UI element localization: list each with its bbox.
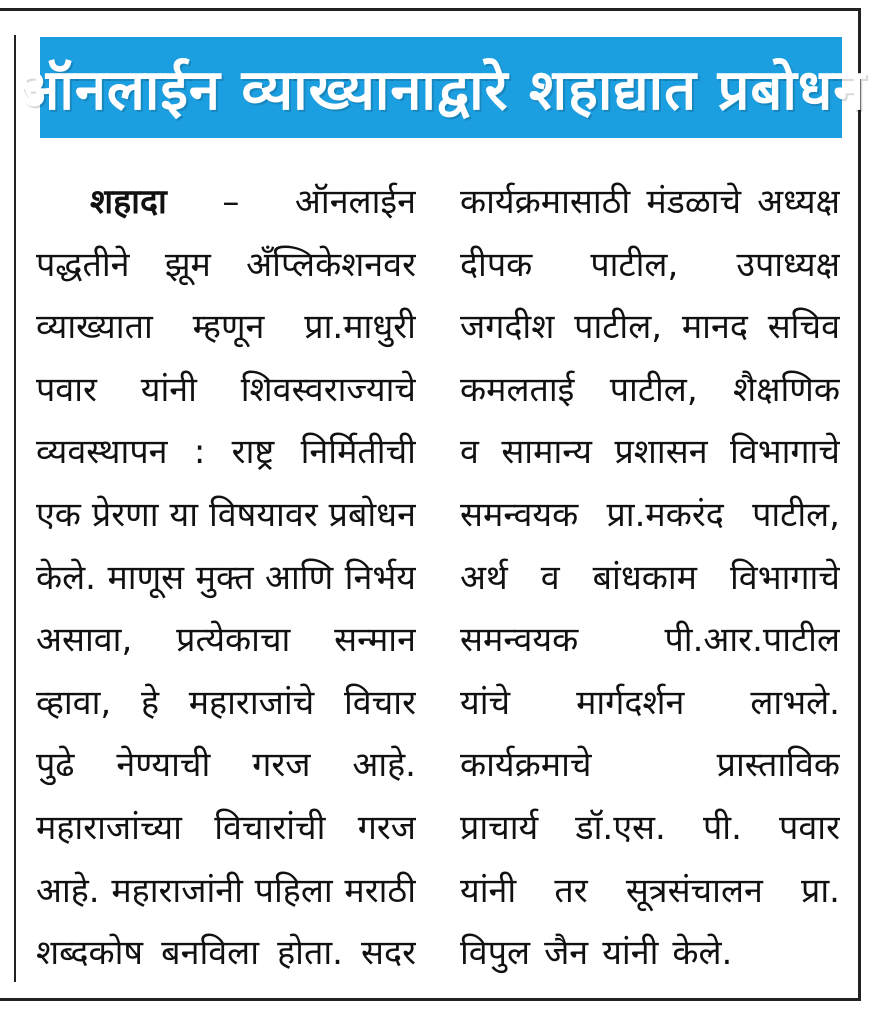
article-line: अर्थ व बांधकाम विभागाचे — [460, 557, 840, 598]
article-line: प्राचार्य डॉ.एस. पी. पवार — [460, 807, 840, 848]
article-line: जगदीश पाटील, मानद सचिव — [460, 307, 840, 348]
frame-left-rule — [14, 35, 16, 982]
article-line: कार्यक्रमाचे प्रास्ताविक — [460, 745, 840, 786]
article-line: कमलताई पाटील, शैक्षणिक — [460, 369, 840, 410]
article-line: व्यवस्थापन : राष्ट्र निर्मितीची — [36, 432, 416, 473]
article-right-column — [460, 171, 840, 985]
article-line: समन्वयक प्रा.मकरंद पाटील, — [460, 494, 840, 535]
frame-right-rule — [858, 8, 861, 1000]
headline-banner — [16, 37, 866, 138]
article-left-column — [36, 171, 416, 985]
article-line: कार्यक्रमासाठी मंडळाचे अध्यक्ष — [460, 182, 840, 222]
frame-top-rule — [0, 8, 861, 11]
article-line: यांनी तर सूत्रसंचालन प्रा. — [460, 870, 840, 911]
headline: ऑनलाईन व्याख्यानाद्वारे शहाद्यात प्रबोधन — [16, 57, 866, 123]
article-line: व्हावा, हे महाराजांचे विचार — [36, 682, 416, 723]
article-line: दीपक पाटील, उपाध्यक्ष — [460, 244, 840, 285]
article-line: शहादा – ऑनलाईन — [36, 171, 416, 234]
article-line: आहे. महाराजांनी पहिला मराठी — [36, 870, 416, 911]
article-line: शब्दकोष बनविला होता. सदर — [36, 933, 416, 974]
article-line: व्याख्याता म्हणून प्रा.माधुरी — [36, 307, 416, 348]
article-line: यांचे मार्गदर्शन लाभले. — [460, 682, 840, 723]
article-line: विपुल जैन यांनी केले. — [460, 933, 733, 974]
article-line: समन्वयक पी.आर.पाटील — [460, 620, 840, 661]
frame-bottom-rule — [0, 998, 861, 1001]
article-line: पवार यांनी शिवस्वराज्याचे — [36, 369, 416, 410]
article-line: पुढे नेण्याची गरज आहे. — [36, 745, 416, 786]
article-line: केले. माणूस मुक्त आणि निर्भय — [36, 557, 416, 598]
article-line: व सामान्य प्रशासन विभागाचे — [460, 432, 840, 473]
dateline: शहादा — [90, 182, 167, 222]
article-line: एक प्रेरणा या विषयावर प्रबोधन — [36, 494, 416, 535]
article-line: असावा, प्रत्येकाचा सन्मान — [36, 620, 416, 661]
article-line: महाराजांच्या विचारांची गरज — [36, 807, 416, 848]
article-line: पद्धतीने झूम अँप्लिकेशनवर — [36, 244, 416, 285]
